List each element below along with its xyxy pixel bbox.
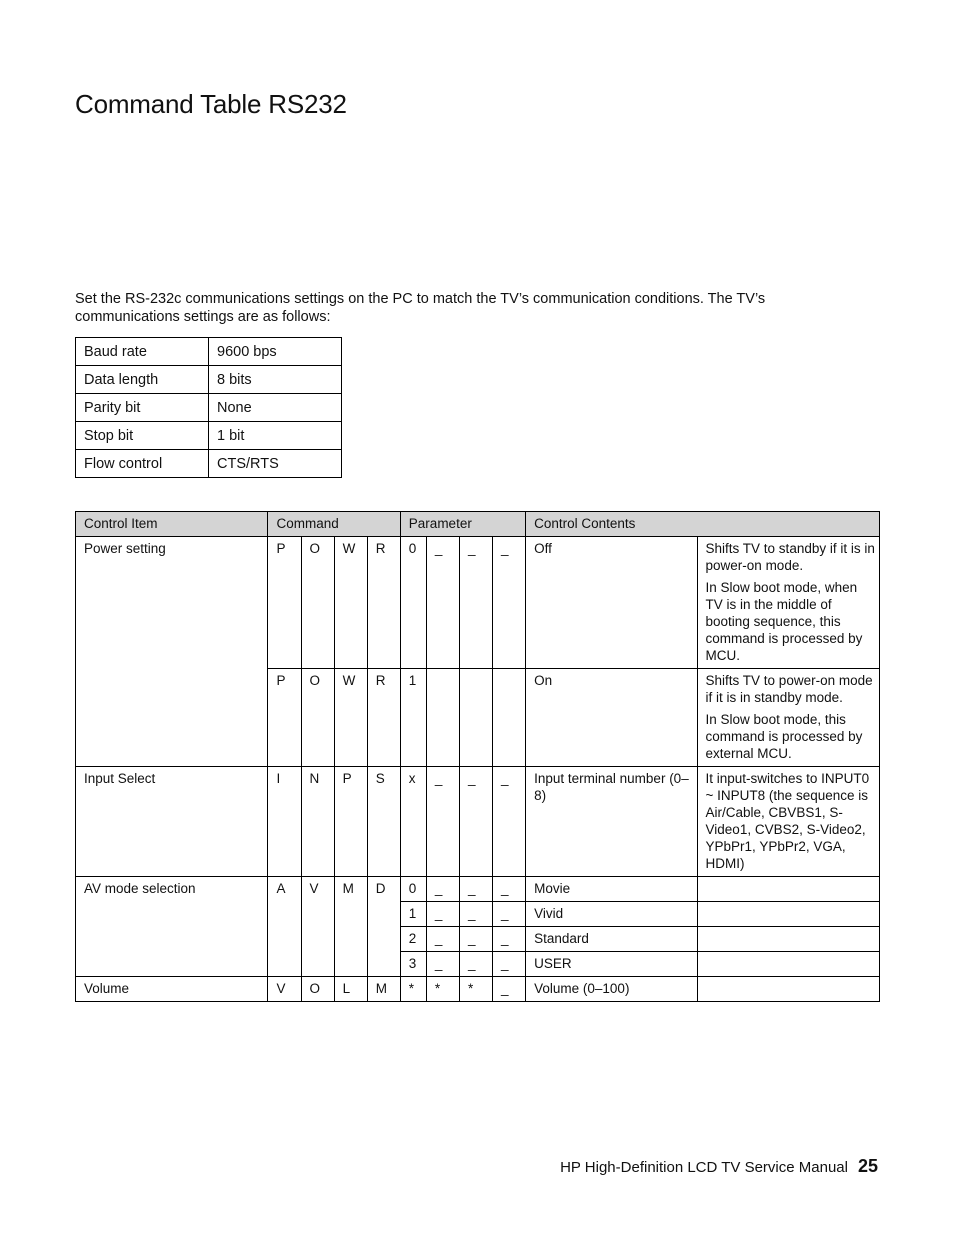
command-char: M (334, 877, 367, 977)
control-description (697, 902, 879, 927)
parameter-char: * (459, 977, 492, 1002)
setting-label: Data length (76, 366, 209, 394)
parameter-char (426, 669, 459, 767)
command-char: W (334, 537, 367, 669)
parameter-char: _ (493, 767, 526, 877)
parameter-char: x (400, 767, 426, 877)
settings-row (76, 366, 342, 394)
command-char: L (334, 977, 367, 1002)
header-command: Command (268, 512, 400, 537)
parameter-char: _ (459, 902, 492, 927)
parameter-char: _ (459, 537, 492, 669)
command-char: O (301, 669, 334, 767)
communication-settings-table (75, 337, 342, 478)
parameter-char: _ (459, 767, 492, 877)
page-footer (560, 1156, 878, 1177)
control-description (697, 952, 879, 977)
command-char: R (367, 537, 400, 669)
setting-value: 8 bits (209, 366, 342, 394)
header-row (76, 512, 880, 537)
parameter-char: _ (493, 877, 526, 902)
command-char: P (334, 767, 367, 877)
control-content: Standard (526, 927, 697, 952)
control-content: Off (526, 537, 697, 669)
command-char: P (268, 537, 301, 669)
parameter-char: 2 (400, 927, 426, 952)
parameter-char: _ (459, 952, 492, 977)
control-description (697, 927, 879, 952)
settings-row (76, 422, 342, 450)
parameter-char: 3 (400, 952, 426, 977)
setting-value: None (209, 394, 342, 422)
control-content: Vivid (526, 902, 697, 927)
settings-row (76, 394, 342, 422)
parameter-char: _ (493, 977, 526, 1002)
control-content: USER (526, 952, 697, 977)
parameter-char (459, 669, 492, 767)
control-item: AV mode selection (76, 877, 268, 977)
settings-row (76, 338, 342, 366)
parameter-char: _ (426, 927, 459, 952)
control-content: Movie (526, 877, 697, 902)
parameter-char: 1 (400, 902, 426, 927)
control-description (697, 537, 879, 669)
parameter-char: * (426, 977, 459, 1002)
parameter-char: 0 (400, 537, 426, 669)
control-content: Volume (0–100) (526, 977, 697, 1002)
command-char: R (367, 669, 400, 767)
command-char: M (367, 977, 400, 1002)
parameter-char: _ (426, 877, 459, 902)
command-char: I (268, 767, 301, 877)
intro-paragraph: Set the RS-232c communications settings on the PC to match the TV’s communication conditions. The TV’s communications settings are as follows: (75, 291, 766, 325)
description-text: In Slow boot mode, when TV is in the middle of booting sequence, this command is processed by MCU. (705, 580, 863, 663)
command-char: P (268, 669, 301, 767)
control-content: On (526, 669, 697, 767)
settings-row (76, 450, 342, 478)
control-description (697, 877, 879, 902)
command-char: V (268, 977, 301, 1002)
header-parameter: Parameter (400, 512, 525, 537)
setting-label: Flow control (76, 450, 209, 478)
page-number: 25 (857, 1156, 878, 1176)
manual-title: HP High-Definition LCD TV Service Manual (560, 1159, 848, 1176)
command-char: O (301, 977, 334, 1002)
parameter-char: _ (426, 537, 459, 669)
table-row (76, 537, 880, 669)
description-text: In Slow boot mode, this command is processed by external MCU. (705, 712, 863, 761)
parameter-char: 0 (400, 877, 426, 902)
description-text: Shifts TV to standby if it is in power-on mode. (705, 541, 875, 573)
control-description: It input-switches to INPUT0 ~ INPUT8 (the sequence is Air/Cable, CBVBS1, S-Video1, CVBS2, S-Video2, YPbPr1, YPbPr2, VGA, HDMI) (697, 767, 879, 877)
table-row (76, 977, 880, 1002)
setting-label: Parity bit (76, 394, 209, 422)
command-char: O (301, 537, 334, 669)
command-char: A (268, 877, 301, 977)
table-row (76, 877, 880, 902)
parameter-char: _ (426, 902, 459, 927)
parameter-char: _ (459, 877, 492, 902)
setting-value: CTS/RTS (209, 450, 342, 478)
command-char: V (301, 877, 334, 977)
command-char: W (334, 669, 367, 767)
control-item: Power setting (76, 537, 268, 767)
control-item: Input Select (76, 767, 268, 877)
control-description (697, 977, 879, 1002)
setting-value: 9600 bps (209, 338, 342, 366)
command-char: D (367, 877, 400, 977)
parameter-char (493, 669, 526, 767)
command-char: N (301, 767, 334, 877)
page-title: Command Table RS232 (75, 89, 347, 119)
parameter-char: _ (493, 902, 526, 927)
setting-value: 1 bit (209, 422, 342, 450)
control-content: Input terminal number (0–8) (526, 767, 697, 877)
parameter-char: _ (459, 927, 492, 952)
parameter-char: 1 (400, 669, 426, 767)
header-control-contents: Control Contents (526, 512, 880, 537)
setting-label: Baud rate (76, 338, 209, 366)
parameter-char: _ (493, 537, 526, 669)
command-char: S (367, 767, 400, 877)
parameter-char: _ (493, 927, 526, 952)
parameter-char: _ (426, 952, 459, 977)
table-row (76, 767, 880, 877)
control-description (697, 669, 879, 767)
parameter-char: _ (426, 767, 459, 877)
command-table (75, 511, 880, 1002)
parameter-char: _ (493, 952, 526, 977)
header-control-item: Control Item (76, 512, 268, 537)
setting-label: Stop bit (76, 422, 209, 450)
description-text: Shifts TV to power-on mode if it is in standby mode. (705, 673, 873, 705)
control-item: Volume (76, 977, 268, 1002)
parameter-char: * (400, 977, 426, 1002)
